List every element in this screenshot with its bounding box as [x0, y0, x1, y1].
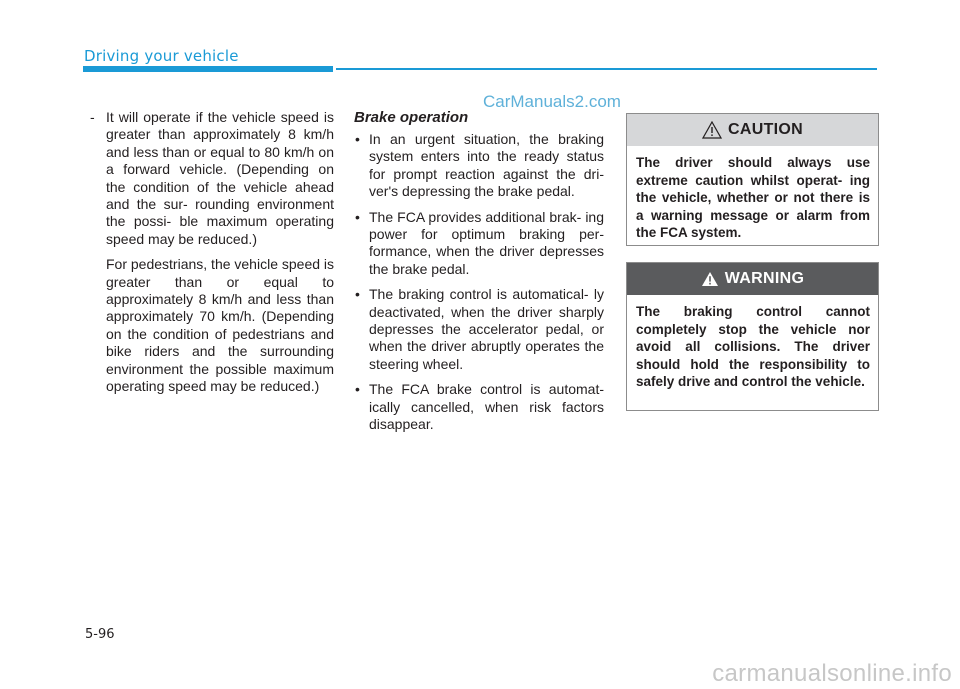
- dash-mark: -: [90, 109, 95, 125]
- pedestrian-paragraph: For pedestrians, the vehicle speed is greater than or equal to approximately 8 km/h and less than approximately 70 km/h. (Depending on the condition of pedestrians and bike riders and the surrounding environment the possible maximum operating speed may be reduced.): [106, 256, 335, 395]
- brake-operation-list: [354, 131, 604, 434]
- warning-box: [626, 262, 879, 411]
- warning-header: [627, 263, 878, 295]
- bullet-mark: •: [355, 381, 360, 398]
- middle-column: [354, 109, 604, 442]
- list-item-text: The FCA brake control is automat- ically cancelled, when risk factors disappear.: [369, 381, 604, 433]
- list-item-text: The FCA provides additional brak- ing power for optimum braking per- formance, when the driver depresses the brake pedal.: [369, 208, 604, 277]
- warning-body: The braking control cannot completely stop the vehicle nor avoid all collisions. The driver should hold the responsibility to safely drive and control the vehicle.: [636, 304, 870, 390]
- caution-body: The driver should always use extreme caution whilst operat- ing the vehicle, whether or not there is a warning message or alarm from the FCA system.: [636, 155, 870, 241]
- list-item: [354, 209, 604, 279]
- caution-box: [626, 113, 879, 246]
- page-number: 5-96: [85, 627, 115, 642]
- left-column: [90, 109, 334, 396]
- list-item-text: The braking control is automatical- ly deactivated, when the driver sharply depresses the accelerator pedal, or when the driver abruptly operates the steering wheel.: [369, 286, 604, 372]
- warning-triangle-icon: [701, 271, 719, 287]
- list-item: [354, 131, 604, 201]
- speed-range-item: [90, 109, 334, 248]
- list-item: [354, 381, 604, 433]
- caution-title: CAUTION: [728, 121, 803, 138]
- watermark-link[interactable]: CarManuals2.com: [483, 92, 621, 111]
- bullet-mark: •: [355, 208, 360, 225]
- footer-watermark-link[interactable]: carmanualsonline.info: [712, 660, 952, 687]
- header-rule-thick: [83, 66, 333, 72]
- header-rule-thin: [336, 68, 877, 70]
- brake-operation-heading: Brake operation: [354, 109, 469, 126]
- caution-header: [627, 114, 878, 146]
- bullet-mark: •: [355, 131, 360, 147]
- caution-triangle-icon: [702, 121, 722, 139]
- bullet-mark: •: [355, 286, 360, 303]
- section-title: Driving your vehicle: [84, 47, 239, 65]
- warning-title: WARNING: [724, 270, 805, 287]
- speed-range-text: It will operate if the vehicle speed is greater than approximately 8 km/h and less than or equal to 80 km/h on a forward vehicle. (Depending on the condition of the vehicle ahead and the sur- rounding environment the possi- ble maximum operating speed may be reduced.): [106, 109, 334, 247]
- list-item: [354, 286, 604, 373]
- list-item-text: In an urgent situation, the braking system enters into the ready status for prompt reaction against the dri- ver's depressing the brake pedal.: [369, 131, 604, 200]
